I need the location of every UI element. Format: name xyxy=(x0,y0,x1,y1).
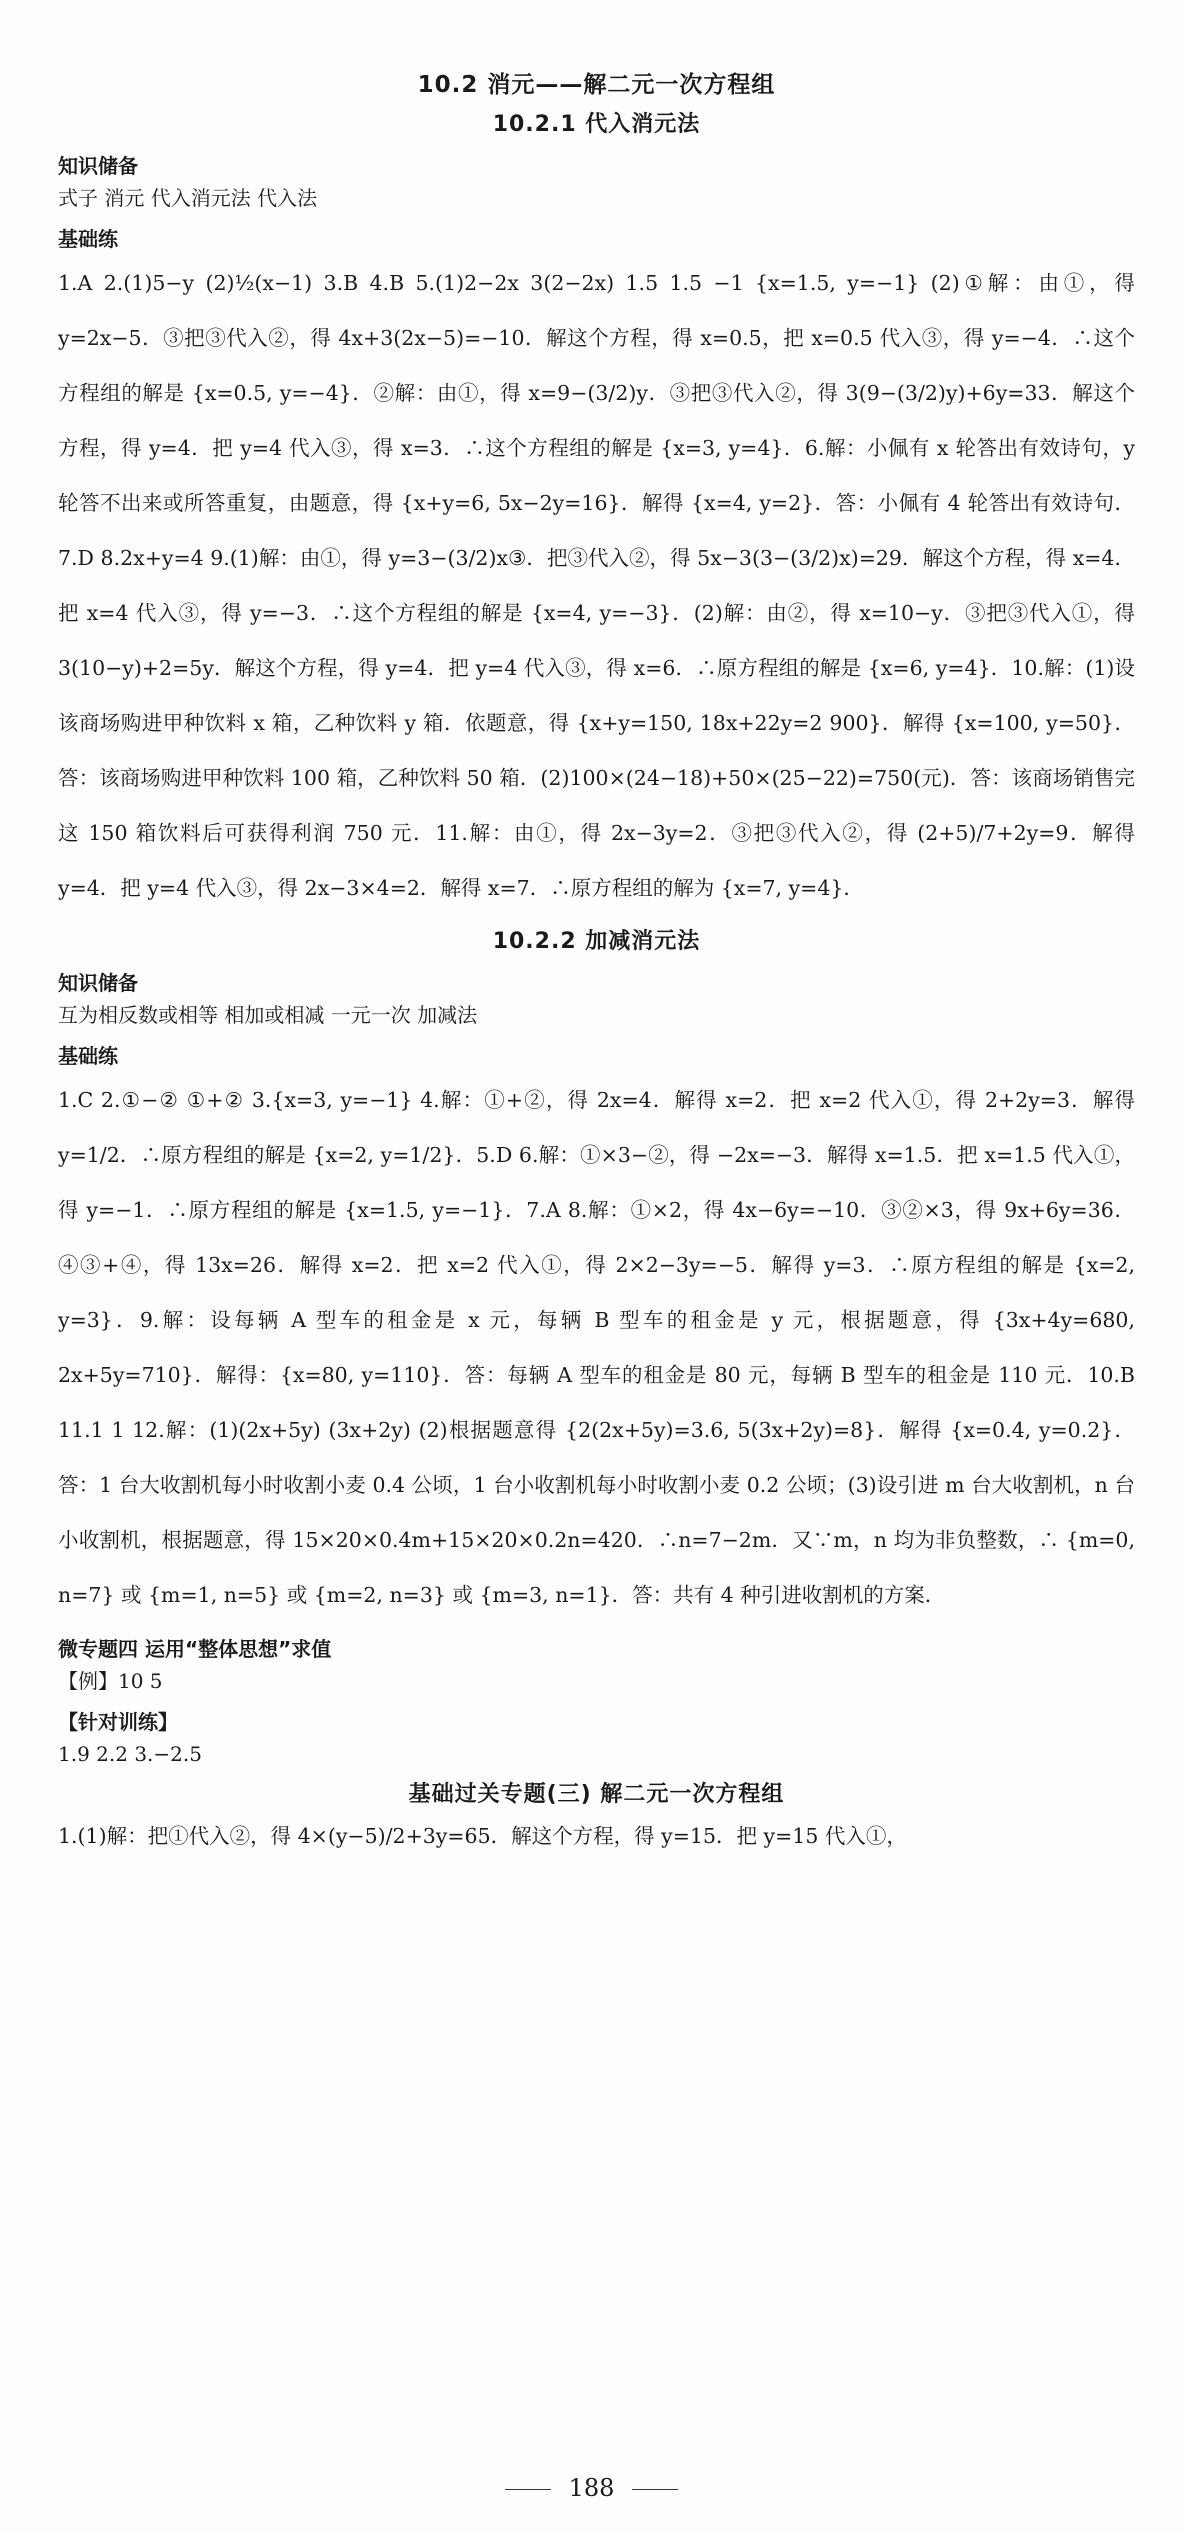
knowledge-text: 式子 消元 代入消元法 代入法 xyxy=(58,186,318,210)
knowledge-text: 互为相反数或相等 相加或相减 一元一次 加减法 xyxy=(58,1003,478,1027)
footer-dash-right xyxy=(632,2489,678,2490)
knowledge-heading: 知识储备 xyxy=(58,971,138,995)
knowledge-heading: 知识储备 xyxy=(58,154,138,178)
example-answer: 【例】10 5 xyxy=(58,1669,163,1693)
subsection-title-elimination: 10.2.2 加减消元法 xyxy=(492,929,701,954)
basics-heading: 基础练 xyxy=(58,227,118,251)
answers-substitution: 1.A 2.(1)5−y (2)½(x−1) 3.B 4.B 5.(1)2−2x 3(2−2x) 1.5 1.5 −1 {x=1.5, y=−1} (2)①解：由①，得 y=2x−5．③把③代入②，得 4x+3(2x−5)=−10．解这个方程，得 x=0.5，把 x=0.5 代入③，得 y=−4．∴这个方程组的解是 {x=0.5, y=−4}．②解：由①，得 x=9−(3/2)y．③把③代入②，得 3(9−(3/2)y)+6y=33．解这个方程，得 y=4．把 y=4 代入③，得 x=3．∴这个方程组的解是 {x=3, y=4}．6.解：小佩有 x 轮答出有效诗句，y 轮答不出来或所答重复，由题意，得 {x+y=6, 5x−2y=16}．解得 {x=4, y=2}．答：小佩有 4 轮答出有效诗句．7.D 8.2x+y=4 9.(1)解：由①，得 y=3−(3/2)x③．把③代入②，得 5x−3(3−(3/2)x)=29．解这个方程，得 x=4．把 x=4 代入③，得 y=−3．∴这个方程组的解是 {x=4, y=−3}．(2)解：由②，得 x=10−y．③把③代入①，得 3(10−y)+2=5y．解这个方程，得 y=4．把 y=4 代入③，得 x=6．∴原方程组的解是 {x=6, y=4}．10.解：(1)设该商场购进甲种饮料 x 箱，乙种饮料 y 箱．依题意，得 {x+y=150, 18x+22y=2 900}．解得 {x=100, y=50}．答：该商场购进甲种饮料 100 箱，乙种饮料 50 箱．(2)100×(24−18)+50×(25−22)=750(元)．答：该商场销售完这 150 箱饮料后可获得利润 750 元．11.解：由①，得 2x−3y=2．③把③代入②，得 (2+5)/7+2y=9．解得 y=4．把 y=4 代入③，得 2x−3×4=2．解得 x=7．∴原方程组的解为 {x=7, y=4}． xyxy=(58,271,1135,900)
section-title: 10.2 消元——解二元一次方程组 xyxy=(417,72,776,98)
training-answers: 1.9 2.2 3.−2.5 xyxy=(58,1742,202,1766)
subsection-title-special-three: 基础过关专题(三) 解二元一次方程组 xyxy=(408,1782,785,1807)
basics-heading: 基础练 xyxy=(58,1044,118,1068)
training-heading: 【针对训练】 xyxy=(58,1710,178,1734)
answers-elimination: 1.C 2.①−② ①+② 3.{x=3, y=−1} 4.解：①+②，得 2x=4．解得 x=2．把 x=2 代入①，得 2+2y=3．解得 y=1/2．∴原方程组的解是 {x=2, y=1/2}．5.D 6.解：①×3−②，得 −2x=−3．解得 x=1.5．把 x=1.5 代入①，得 y=−1．∴原方程组的解是 {x=1.5, y=−1}．7.A 8.解：①×2，得 4x−6y=−10．③②×3，得 9x+6y=36．④③+④，得 13x=26．解得 x=2．把 x=2 代入①，得 2×2−3y=−5．解得 y=3．∴原方程组的解是 {x=2, y=3}．9.解：设每辆 A 型车的租金是 x 元，每辆 B 型车的租金是 y 元，根据题意，得 {3x+4y=680, 2x+5y=710}．解得：{x=80, y=110}．答：每辆 A 型车的租金是 80 元，每辆 B 型车的租金是 110 元．10.B 11.1 1 12.解：(1)(2x+5y) (3x+2y) (2)根据题意得 {2(2x+5y)=3.6, 5(3x+2y)=8}．解得 {x=0.4, y=0.2}．答：1 台大收割机每小时收割小麦 0.4 公顷，1 台小收割机每小时收割小麦 0.2 公顷；(3)设引进 m 台大收割机，n 台小收割机，根据题意，得 15×20×0.4m+15×20×0.2n=420．∴n=7−2m．又∵m，n 均为非负整数，∴ {m=0, n=7} 或 {m=1, n=5} 或 {m=2, n=3} 或 {m=3, n=1}．答：共有 4 种引进收割机的方案． xyxy=(58,1088,1135,1607)
answers-special-three: 1.(1)解：把①代入②，得 4×(y−5)/2+3y=65．解这个方程，得 y=15．把 y=15 代入①， xyxy=(58,1824,907,1848)
special-topic-heading: 微专题四 运用“整体思想”求值 xyxy=(58,1637,332,1661)
subsection-title-substitution: 10.2.1 代入消元法 xyxy=(492,112,701,137)
footer-dash-left xyxy=(505,2489,551,2490)
page-number: 188 xyxy=(568,2474,615,2502)
page-footer xyxy=(0,2474,1183,2502)
